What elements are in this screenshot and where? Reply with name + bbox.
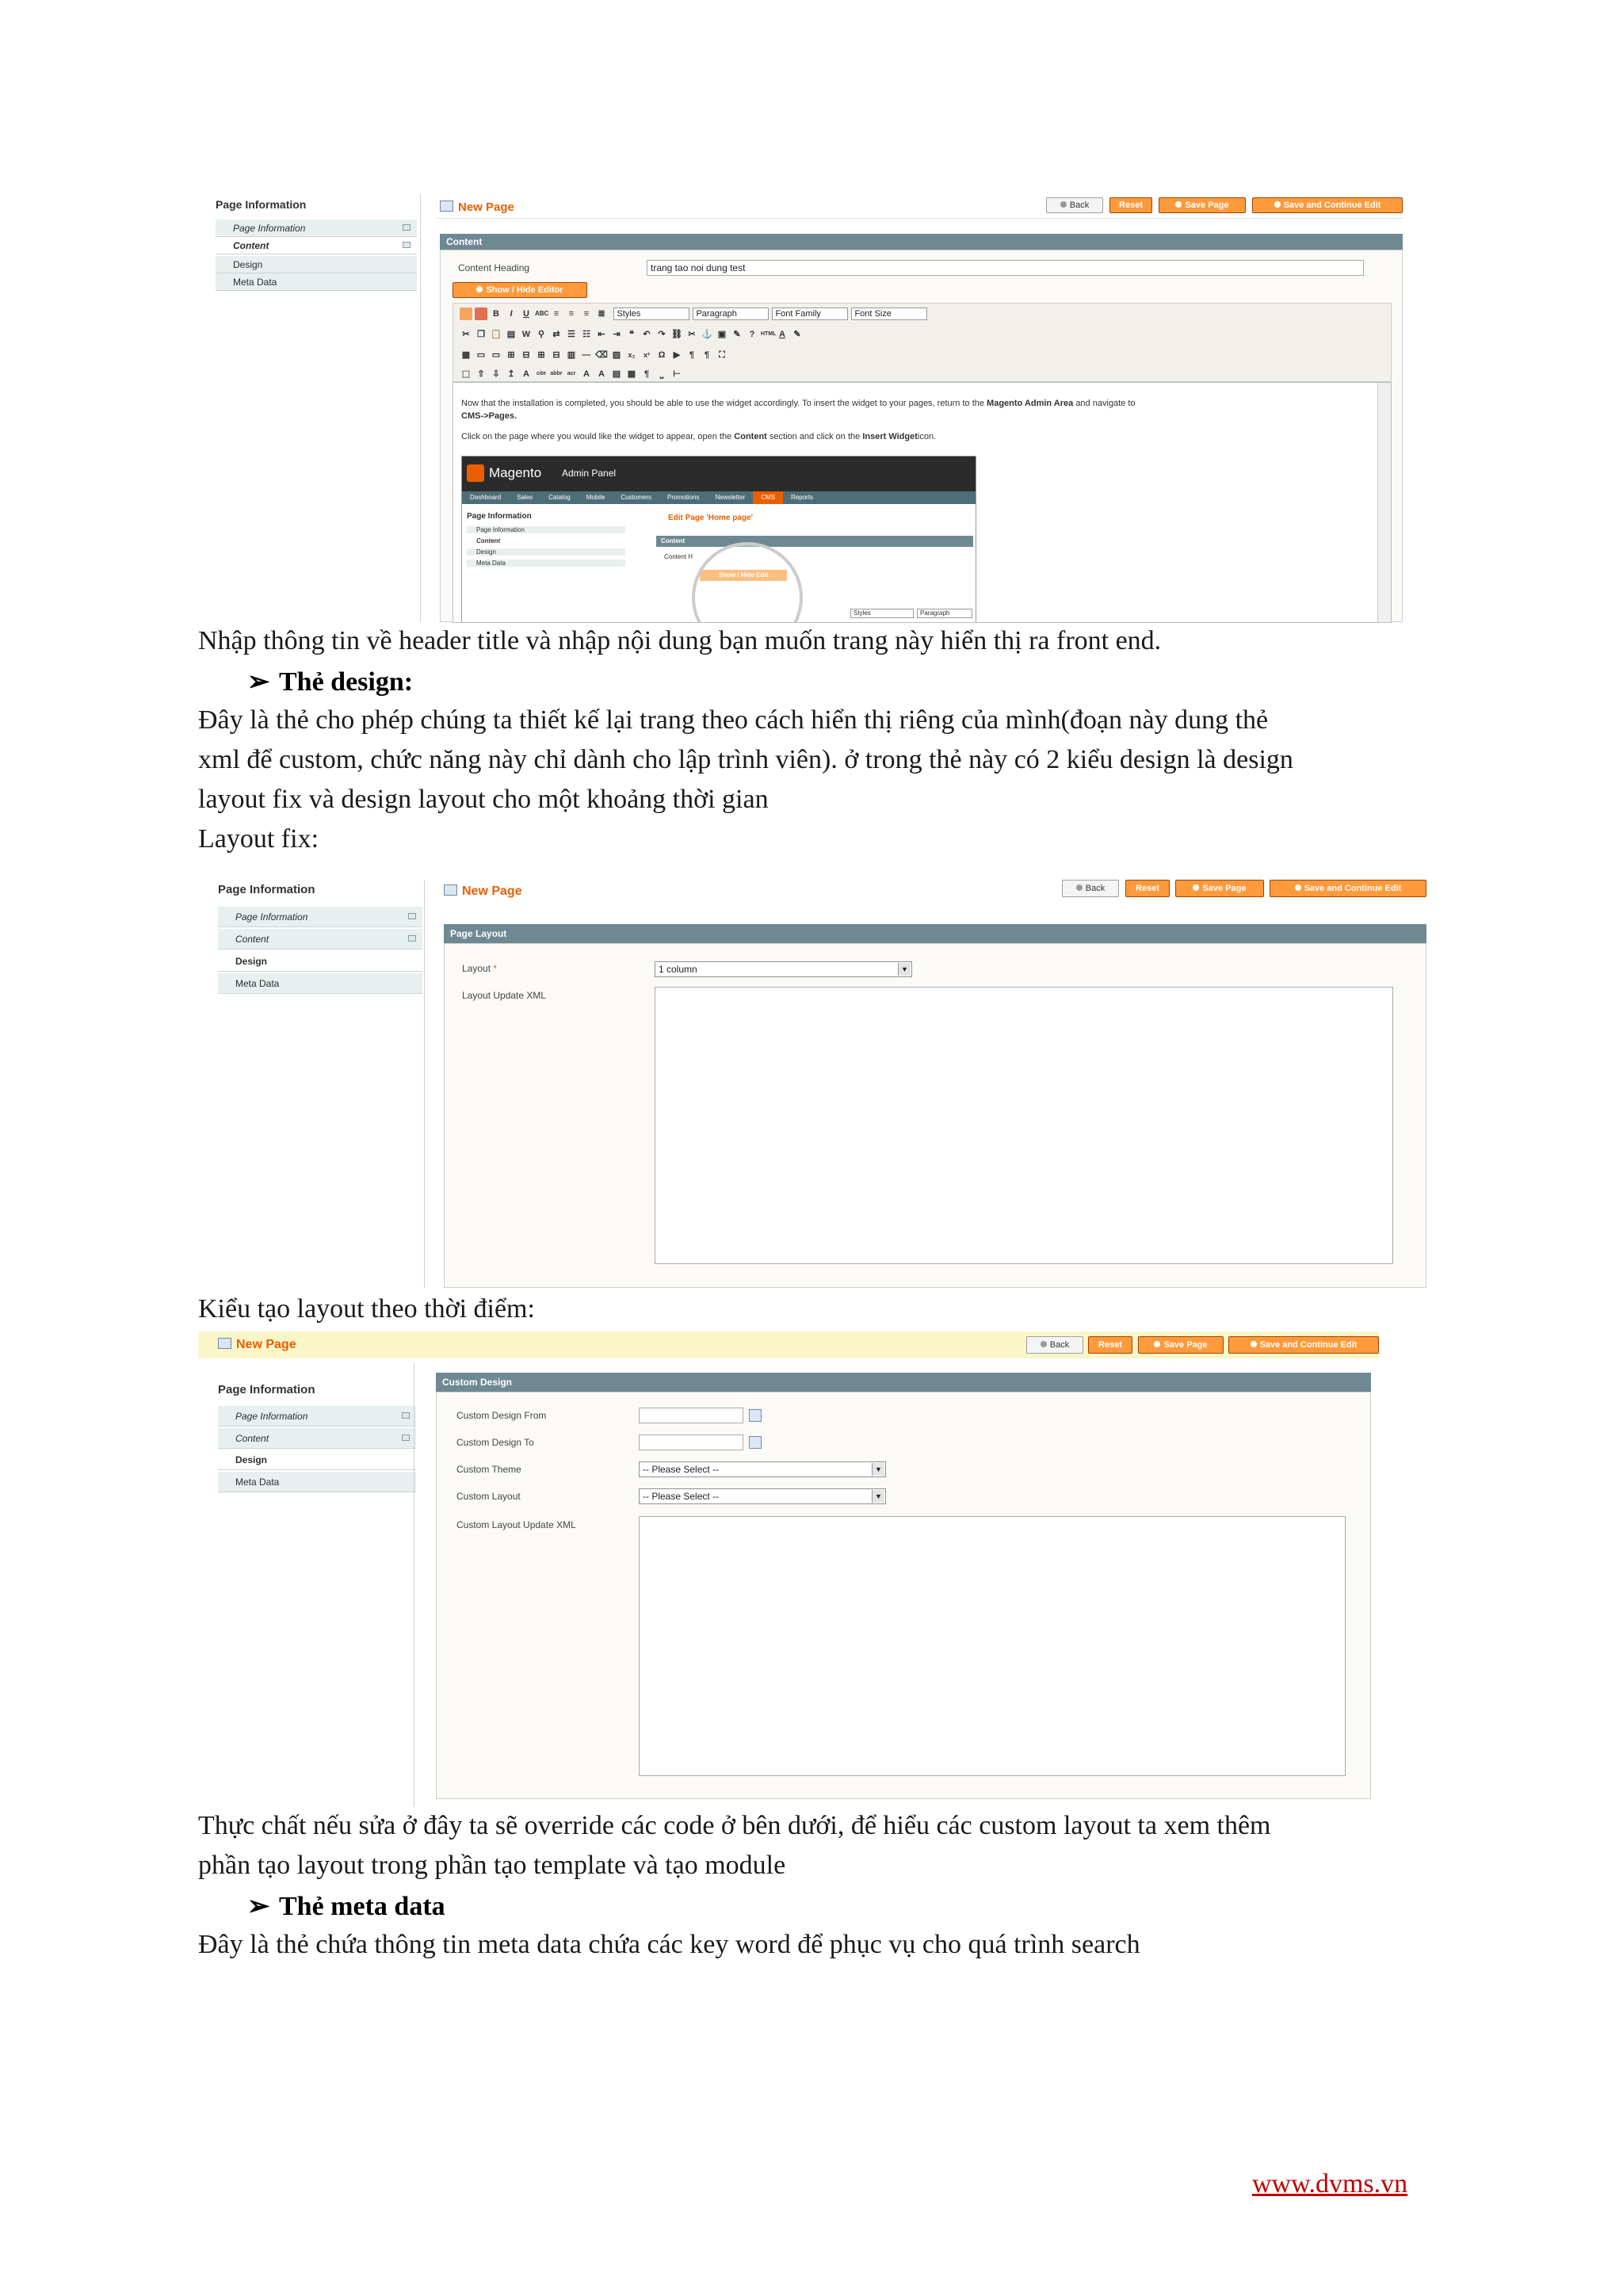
nav-newsletter[interactable]: Newsletter <box>715 494 746 501</box>
subscript-icon[interactable]: x₂ <box>628 351 636 359</box>
nav-catalog[interactable]: Catalog <box>548 494 571 501</box>
sidebar-item-content[interactable] <box>216 237 417 254</box>
cell-props-icon[interactable]: ▭ <box>491 350 501 360</box>
delete-row-icon[interactable]: ⊟ <box>522 350 530 360</box>
del-icon[interactable]: A <box>583 369 590 379</box>
indent-icon[interactable]: ⇥ <box>613 330 621 339</box>
content-fieldset <box>440 250 1403 622</box>
page-icon <box>444 884 457 896</box>
chevron-down-icon: ▼ <box>898 963 911 976</box>
sidebar-item-design[interactable] <box>218 1450 416 1470</box>
heading-design-tab: ➢ Thẻ design: <box>247 667 414 697</box>
calendar-icon[interactable] <box>749 1436 762 1449</box>
ltr-icon[interactable]: ¶ <box>689 350 695 360</box>
divider <box>424 880 425 1288</box>
bold-icon[interactable]: B <box>493 309 499 319</box>
paragraph-override-line-2: phần tạo layout trong phần tạo template và tạo module <box>198 1851 786 1880</box>
remove-format-icon[interactable]: ⌫ <box>595 350 608 360</box>
embedded-page-title: Edit Page 'Home page' <box>668 514 754 522</box>
paragraph-design-line-3: layout fix và design layout cho một khoảng thời gian <box>198 785 769 814</box>
embedded-select-styles: Styles <box>850 609 914 618</box>
reset-button[interactable]: Reset <box>1109 197 1152 213</box>
edit-icon <box>403 242 411 248</box>
chevron-down-icon: ▼ <box>872 1463 884 1476</box>
embedded-sidebar-item: Design <box>467 548 625 556</box>
reset-button[interactable]: Reset <box>1125 880 1170 897</box>
embedded-show-hide: Show / Hide Edit <box>700 570 787 581</box>
layout-xml-textarea[interactable] <box>655 987 1393 1264</box>
layout-label: Layout * <box>462 963 498 974</box>
magnifier-lens <box>692 542 803 623</box>
styles-select[interactable]: Styles <box>613 308 689 320</box>
sidebar-title: Page Information <box>216 198 307 211</box>
highlight-icon[interactable]: ✎ <box>793 330 801 339</box>
editor-paragraph-1: Now that the installation is completed, you should be able to use the widget accordingly. To insert the widget to your pages, return to the Magento Admin Area and navigate to <box>461 399 1136 408</box>
pilcrow-icon[interactable]: ¶ <box>643 369 650 379</box>
paragraph-select[interactable]: Paragraph <box>693 308 769 320</box>
undo-icon[interactable]: ↶ <box>643 330 651 339</box>
justify-icon[interactable]: ≣ <box>598 309 605 319</box>
nav-promotions[interactable]: Promotions <box>667 494 700 501</box>
align-right-icon[interactable]: ≡ <box>583 309 590 319</box>
label-time-based-layout: Kiểu tạo layout theo thời điểm: <box>198 1294 535 1324</box>
absolute-icon[interactable]: ↥ <box>507 369 515 379</box>
insert-widget-icon[interactable] <box>460 308 472 320</box>
page-layout-fieldset <box>444 943 1426 1288</box>
insert-image-icon[interactable] <box>475 308 487 320</box>
sidebar-item-label: Meta Data <box>233 277 277 288</box>
find-icon[interactable]: ⚲ <box>537 330 545 339</box>
layout-xml-label: Layout Update XML <box>462 990 547 1001</box>
cite-icon[interactable]: cite <box>536 371 547 376</box>
blockquote-icon[interactable]: ❝ <box>629 330 634 339</box>
label-layout-fix: Layout fix: <box>198 824 319 854</box>
image-icon[interactable]: ▣ <box>717 330 727 339</box>
chevron-down-icon: ▼ <box>872 1490 884 1503</box>
nav-reports[interactable]: Reports <box>791 494 814 501</box>
pagebreak-icon[interactable]: ⊢ <box>673 369 681 379</box>
custom-design-from-input[interactable] <box>639 1408 743 1423</box>
italic-icon[interactable]: I <box>510 309 513 319</box>
sidebar-item-label: Content <box>235 1433 269 1444</box>
sidebar-item-page-information[interactable] <box>216 220 417 237</box>
cut-icon[interactable]: ✂ <box>462 330 470 339</box>
save-page-button[interactable]: Save Page <box>1138 1336 1224 1354</box>
unlink-icon[interactable]: ✂ <box>688 330 696 339</box>
edit-icon <box>402 1412 410 1419</box>
layer-icon[interactable]: ⬚ <box>461 369 471 379</box>
sidebar-item-label: Content <box>235 934 269 945</box>
embedded-sidebar-title: Page Information <box>467 512 532 521</box>
sidebar-item-page-information[interactable] <box>218 1406 416 1427</box>
font-family-select[interactable]: Font Family <box>772 308 848 320</box>
wysiwyg-toolbar <box>453 303 1392 382</box>
custom-design-from-label: Custom Design From <box>456 1410 547 1421</box>
link-icon[interactable]: ⛓ <box>671 330 682 339</box>
back-button[interactable]: Back <box>1062 880 1119 897</box>
divider <box>420 194 421 622</box>
screenshot-custom-design <box>198 1331 1379 1807</box>
custom-design-to-label: Custom Design To <box>456 1437 534 1448</box>
nav-dashboard[interactable]: Dashboard <box>470 494 502 501</box>
save-page-button[interactable]: Save Page <box>1175 880 1264 897</box>
align-left-icon[interactable]: ≡ <box>553 309 559 319</box>
superscript-icon[interactable]: x² <box>643 351 650 359</box>
custom-layout-label: Custom Layout <box>456 1491 521 1502</box>
charmap-icon[interactable]: Ω <box>658 350 666 360</box>
nonbreaking-icon[interactable]: ⎵ <box>659 369 664 379</box>
sidebar-item-design[interactable] <box>216 256 417 273</box>
section-header: Content <box>440 234 1403 250</box>
content-heading-label: Content Heading <box>458 262 530 273</box>
show-hide-editor-button[interactable]: Show / Hide Editor <box>453 282 587 298</box>
sidebar-item-meta-data[interactable] <box>216 273 417 291</box>
nav-cms[interactable]: CMS <box>753 491 783 504</box>
font-size-select[interactable]: Font Size <box>851 308 927 320</box>
sidebar-item-label: Design <box>235 956 268 967</box>
edit-icon <box>403 224 411 231</box>
underline-icon[interactable]: U <box>523 309 529 319</box>
editor-paragraph-3: Click on the page where you would like the widget to appear, open the Content section and click on the Insert Widgeticon. <box>461 432 937 441</box>
arrow-bullet-icon: ➢ <box>247 667 270 697</box>
embedded-sidebar-item: Content <box>476 537 501 544</box>
nav-mobile[interactable]: Mobile <box>586 494 605 501</box>
embedded-section: Content <box>656 536 973 547</box>
paragraph-override-line-1: Thực chất nếu sửa ở đây ta sẽ override các code ở bên dưới, để hiểu các custom layout ta xem thêm <box>198 1811 1271 1840</box>
sidebar-title: Page Information <box>218 1383 315 1396</box>
sidebar-item-meta-data[interactable] <box>218 973 422 994</box>
replace-icon[interactable]: ⇄ <box>552 330 560 339</box>
visual-aid-icon[interactable]: ▨ <box>612 350 621 360</box>
sidebar-title: Page Information <box>218 883 315 896</box>
custom-theme-select[interactable]: -- Please Select -- ▼ <box>639 1461 886 1477</box>
insert-row-icon[interactable]: ⊞ <box>507 350 515 360</box>
edit-icon <box>402 1435 410 1441</box>
delete-col-icon[interactable]: ⊟ <box>552 350 560 360</box>
paste-text-icon[interactable]: ▤ <box>506 330 516 339</box>
custom-layout-select[interactable]: -- Please Select -- ▼ <box>639 1488 886 1504</box>
heading-meta-data-tab: ➢ Thẻ meta data <box>247 1892 445 1921</box>
paragraph-design-line-2: xml để custom, chức năng này chỉ dành cho lập trình viên). ở trong thẻ này có 2 kiểu design là design <box>198 745 1293 774</box>
save-continue-button[interactable]: Save and Continue Edit <box>1228 1336 1379 1354</box>
paragraph-meta-data: Đây là thẻ chứa thông tin meta data chứa các key word để phục vụ cho quá trình search <box>198 1930 1140 1959</box>
align-center-icon[interactable]: ≡ <box>568 309 575 319</box>
embedded-heading-label: Content H <box>664 553 693 560</box>
layout-select[interactable]: 1 column ▼ <box>655 961 912 977</box>
nav-customers[interactable]: Customers <box>621 494 651 501</box>
save-page-button[interactable]: Save Page <box>1159 197 1246 213</box>
sidebar-item-content[interactable] <box>218 1428 416 1449</box>
anchor-icon[interactable]: ⚓ <box>701 330 712 339</box>
custom-design-to-input[interactable] <box>639 1435 743 1450</box>
page-title: New Page <box>440 201 514 214</box>
editor-scrollbar[interactable] <box>1377 383 1391 622</box>
sidebar-item-label: Content <box>233 240 269 251</box>
numbered-list-icon[interactable]: ☷ <box>582 330 590 339</box>
page-icon <box>218 1338 231 1349</box>
media-icon[interactable]: ▶ <box>673 350 681 360</box>
save-continue-button[interactable]: Save and Continue Edit <box>1270 880 1426 897</box>
magento-brand: Magento <box>489 465 542 480</box>
abbr-icon[interactable]: abbr <box>550 371 563 376</box>
bullet-list-icon[interactable]: ☰ <box>567 330 575 339</box>
paragraph-content-note: Nhập thông tin về header title và nhập nội dung bạn muốn trang này hiển thị ra front end. <box>198 626 1162 655</box>
screenshot-page-layout <box>210 872 1426 1288</box>
embedded-select-paragraph: Paragraph <box>917 609 972 618</box>
save-continue-button[interactable]: Save and Continue Edit <box>1252 197 1403 213</box>
move-back-icon[interactable]: ⇩ <box>492 369 500 379</box>
section-header: Custom Design <box>436 1373 1371 1392</box>
admin-panel-label: Admin Panel <box>562 468 617 479</box>
content-heading-input[interactable]: trang tao noi dung test <box>647 260 1364 276</box>
admin-nav <box>462 491 976 504</box>
edit-icon <box>408 913 416 919</box>
cleanup-icon[interactable]: ✎ <box>733 330 741 339</box>
merge-icon[interactable]: ▥ <box>567 350 576 360</box>
sidebar-item-content[interactable] <box>218 929 422 949</box>
sidebar-item-label: Design <box>233 259 263 270</box>
sidebar-item-page-information[interactable] <box>218 907 422 927</box>
custom-theme-label: Custom Theme <box>456 1464 521 1475</box>
sidebar-item-label: Design <box>235 1454 268 1465</box>
sidebar-item-label: Meta Data <box>235 1477 280 1488</box>
redo-icon[interactable]: ↷ <box>658 330 666 339</box>
ins-icon[interactable]: A <box>598 369 605 379</box>
custom-layout-xml-label: Custom Layout Update XML <box>456 1519 576 1530</box>
paste-word-icon[interactable]: W <box>521 330 531 339</box>
embedded-sidebar-item: Meta Data <box>467 560 625 567</box>
reset-button[interactable]: Reset <box>1088 1336 1132 1354</box>
magento-logo-icon <box>467 464 484 482</box>
back-button[interactable]: Back <box>1046 197 1103 213</box>
sidebar-item-meta-data[interactable] <box>218 1472 416 1492</box>
embedded-admin-screenshot <box>461 456 976 623</box>
calendar-icon[interactable] <box>749 1409 762 1422</box>
section-header: Page Layout <box>444 924 1426 943</box>
outdent-icon[interactable]: ⇤ <box>598 330 605 339</box>
sidebar-item-label: Meta Data <box>235 978 280 989</box>
sidebar-item-label: Page Information <box>235 1411 308 1422</box>
hr-icon[interactable]: — <box>582 350 591 360</box>
admin-header <box>462 457 976 491</box>
attribs-icon[interactable]: ▤ <box>612 369 621 379</box>
help-icon[interactable]: ? <box>749 330 755 339</box>
styleprops-icon[interactable]: A <box>523 369 529 379</box>
paragraph-design-line-1: Đây là thẻ cho phép chúng ta thiết kế lại trang theo cách hiển thị riêng của mình(đoạn này dung thẻ <box>198 705 1269 735</box>
html-icon[interactable]: HTML <box>761 331 777 337</box>
row-props-icon[interactable]: ▭ <box>476 350 486 360</box>
editor-paragraph-2: CMS->Pages. <box>461 411 517 421</box>
sidebar-item-design[interactable] <box>218 951 422 972</box>
nav-sales[interactable]: Sales <box>517 494 533 501</box>
content-editor[interactable] <box>453 382 1392 623</box>
fullscreen-icon[interactable]: ⛶ <box>719 350 725 360</box>
embedded-sidebar-item: Page Information <box>467 526 625 533</box>
edit-icon <box>408 935 416 942</box>
footer-website-link[interactable]: www.dvms.vn <box>1252 2169 1408 2199</box>
sidebar-item-label: Page Information <box>235 911 308 923</box>
template-icon[interactable]: ▦ <box>627 369 636 379</box>
copy-icon[interactable]: ❐ <box>477 330 485 339</box>
page-title: New Page <box>218 1338 296 1352</box>
arrow-bullet-icon: ➢ <box>247 1892 270 1921</box>
acronym-icon[interactable]: acr <box>567 371 576 376</box>
custom-layout-xml-textarea[interactable] <box>639 1516 1346 1776</box>
sidebar-item-label: Page Information <box>233 223 306 234</box>
page-title: New Page <box>444 884 522 899</box>
back-button[interactable]: Back <box>1026 1336 1083 1354</box>
table-icon[interactable]: ▦ <box>461 350 471 360</box>
page-icon <box>440 201 453 212</box>
custom-design-fieldset <box>436 1392 1371 1799</box>
screenshot-content-tab <box>198 194 1403 622</box>
strikethrough-icon[interactable]: ABC <box>535 310 549 317</box>
insert-col-icon[interactable]: ⊞ <box>537 350 545 360</box>
paste-icon[interactable]: 📋 <box>491 330 502 339</box>
rtl-icon[interactable]: ¶ <box>704 350 710 360</box>
text-color-icon[interactable]: A <box>779 330 785 339</box>
move-forward-icon[interactable]: ⇧ <box>477 369 485 379</box>
